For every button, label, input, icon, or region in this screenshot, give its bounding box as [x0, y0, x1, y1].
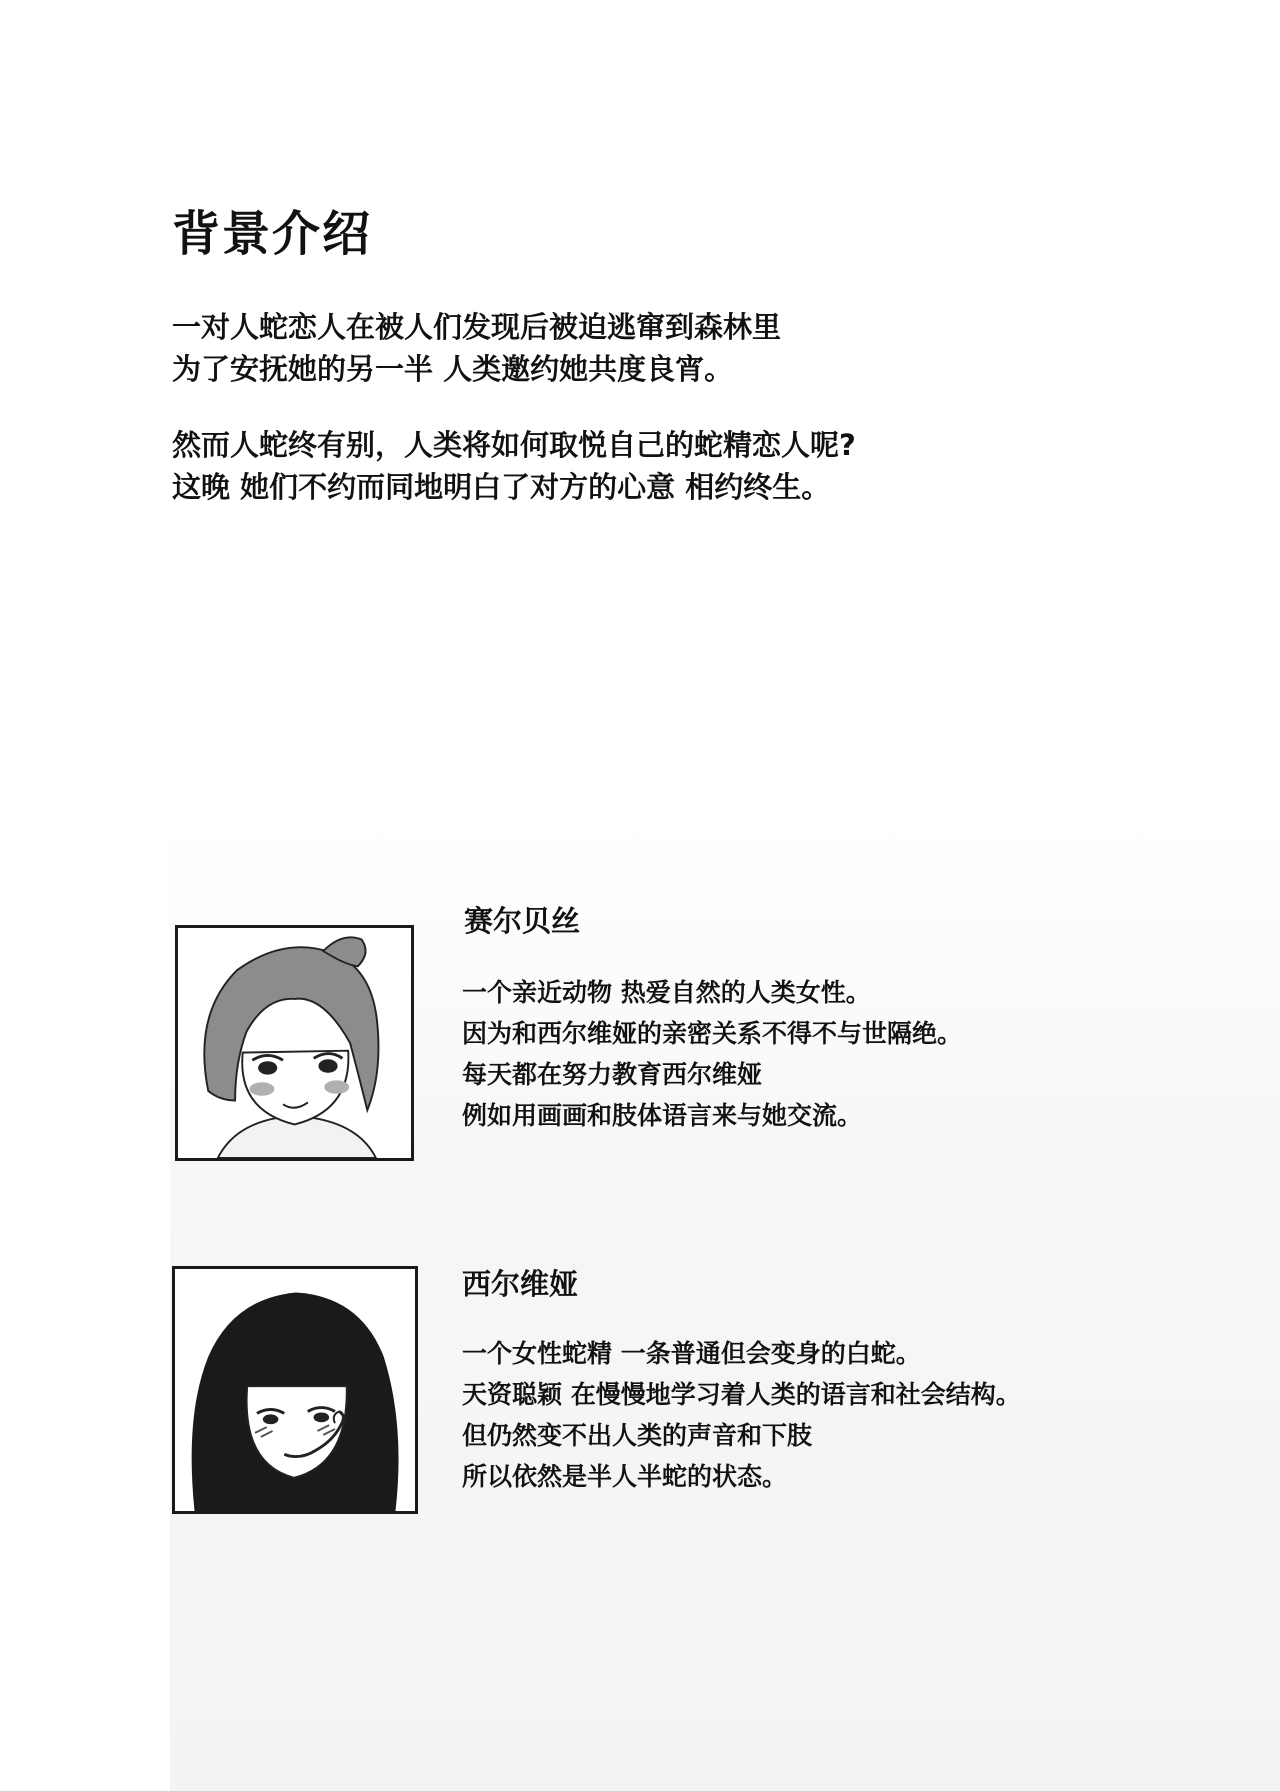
character-description — [462, 972, 962, 1136]
long-haired-snake-woman-portrait-icon — [172, 1266, 418, 1514]
intro-line: 这晚 她们不约而同地明白了对方的心意 相约终生。 — [172, 470, 831, 504]
intro-line: 一对人蛇恋人在被人们发现后被迫逃窜到森林里 — [172, 310, 782, 344]
intro-paragraph-2 — [172, 424, 856, 508]
intro-line: 为了安抚她的另一半 人类邀约她共度良宵。 — [172, 352, 734, 386]
short-haired-woman-portrait-icon — [175, 925, 414, 1161]
page-title: 背景介绍 — [172, 206, 373, 263]
character-description — [462, 1333, 1021, 1497]
character-name: 赛尔贝丝 — [464, 904, 581, 938]
description-line: 天资聪颖 在慢慢地学习着人类的语言和社会结构。 — [462, 1380, 1021, 1409]
intro-paragraph-1 — [172, 306, 781, 390]
description-line: 一个女性蛇精 一条普通但会变身的白蛇。 — [462, 1339, 921, 1368]
description-line: 每天都在努力教育西尔维娅 — [462, 1060, 763, 1089]
description-line: 但仍然变不出人类的声音和下肢 — [462, 1421, 813, 1450]
description-line: 例如用画画和肢体语言来与她交流。 — [462, 1101, 863, 1130]
character-name: 西尔维娅 — [462, 1267, 579, 1301]
description-line: 因为和西尔维娅的亲密关系不得不与世隔绝。 — [462, 1019, 963, 1048]
description-line: 所以依然是半人半蛇的状态。 — [462, 1462, 788, 1491]
intro-line: 然而人蛇终有别，人类将如何取悦自己的蛇精恋人呢? — [172, 428, 856, 462]
description-line: 一个亲近动物 热爱自然的人类女性。 — [462, 978, 871, 1007]
